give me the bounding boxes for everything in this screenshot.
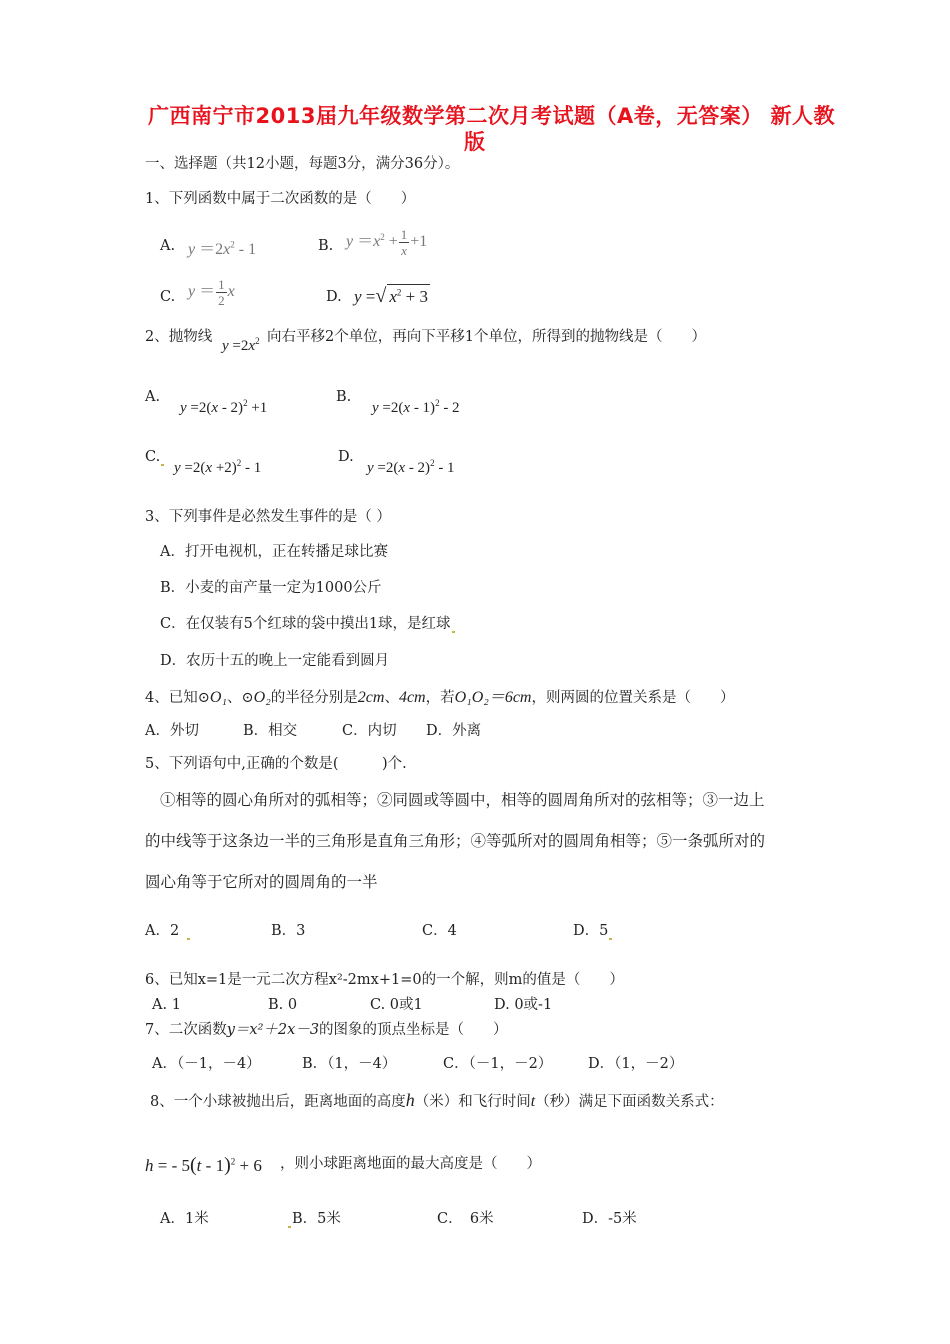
q4-option-d: D．外离 bbox=[426, 723, 482, 739]
q8-stem-d: ，则小球距离地面的最大高度是（ ） bbox=[280, 1156, 541, 1172]
q5-option-d-text: D．5 bbox=[573, 923, 609, 939]
editor-mark bbox=[452, 631, 455, 633]
question-3-stem: 3、下列事件是必然发生事件的是（ ） bbox=[145, 509, 391, 525]
q5-option-d bbox=[573, 922, 612, 940]
q8-option-d: D．-5米 bbox=[582, 1211, 637, 1227]
q3-option-b: B．小麦的亩产量一定为1000公斤 bbox=[160, 580, 382, 596]
page-title bbox=[148, 100, 835, 130]
question-1-stem: 1、下列函数中属于二次函数的是（ ） bbox=[145, 191, 416, 207]
q5-statement-line-2: 的中线等于这条边一半的三角形是直角三角形；④等弧所对的圆周角相等；⑤一条弧所对的 bbox=[145, 832, 766, 850]
q2-option-a-math: y =2(x - 2)$^2$ +1 bbox=[180, 398, 268, 416]
q4-stem-d: ，则两圆的位置关系是（ ） bbox=[531, 690, 735, 706]
q5-option-a-text: A．2 bbox=[145, 923, 180, 939]
q6-option-c: C. 0或1 bbox=[370, 997, 423, 1013]
q1-option-b-label: B. bbox=[318, 238, 334, 254]
question-8-stem bbox=[150, 1091, 724, 1111]
q8-option-a: A．1米 bbox=[160, 1211, 209, 1227]
q1-option-c-label: C. bbox=[160, 289, 176, 305]
question-6-stem: 6、已知x=1是一元二次方程x²-2mx+1=0的一个解，则m的值是（ ） bbox=[145, 972, 624, 988]
q2-option-c-math: $y =2(x +2)^2 - 1$ bbox=[174, 458, 262, 476]
q1-option-d-label: D. bbox=[326, 289, 342, 305]
q5-statement-line-1: ①相等的圆心角所对的弧相等；②同圆或等圆中，相等的圆周角所对的弦相等；③一边上 bbox=[160, 791, 765, 809]
title-line2: 版 bbox=[464, 130, 486, 154]
section-heading: 一、选择题（共12小题，每题3分，满分36分）。 bbox=[145, 156, 460, 172]
q4-distance: O₁O₂＝6cm bbox=[454, 689, 532, 706]
q8-var-t: t bbox=[530, 1093, 536, 1110]
q4-stem-c: ，若 bbox=[425, 690, 455, 706]
q4-circle-2: O₂ bbox=[253, 689, 271, 706]
q1-option-a-math: $y =2x^2 - 1$ bbox=[188, 239, 257, 258]
q5-option-a bbox=[145, 922, 190, 940]
q8-option-c: C． 6米 bbox=[437, 1211, 494, 1227]
q7-stem-a: 7、二次函数 bbox=[145, 1022, 227, 1038]
q3-option-c bbox=[160, 615, 455, 633]
title-line1: 广西南宁市2013届九年级数学第二次月考试题（A卷，无答案） 新人教 bbox=[148, 104, 836, 128]
q5-option-c: C．4 bbox=[422, 923, 457, 939]
q4-circle-1: O₁ bbox=[209, 689, 227, 706]
q4-sep-2: 、 bbox=[384, 690, 399, 706]
editor-mark bbox=[187, 938, 190, 940]
q8-stem-c: （秒）满足下面函数关系式： bbox=[535, 1094, 724, 1110]
q4-stem-b: 的半径分别是 bbox=[270, 690, 358, 706]
q8-formula: h = - 5(t - 1)$^2$ + 6 bbox=[145, 1154, 262, 1176]
question-2-stem-a: 2、抛物线 bbox=[145, 329, 213, 345]
q3-option-c-text: C．在仅装有5个红球的袋中摸出1球，是红球 bbox=[160, 616, 451, 632]
q3-option-d: D．农历十五的晚上一定能看到圆月 bbox=[160, 653, 390, 669]
q1-option-a-label: A. bbox=[160, 238, 176, 254]
q2-option-b-math: y =2(x - 1)$^2$ - 2 bbox=[372, 398, 460, 416]
editor-mark bbox=[161, 464, 164, 466]
q8-option-b-text: B．5米 bbox=[292, 1211, 341, 1227]
q2-stem-math: $y =2x^2$ bbox=[222, 336, 260, 354]
q6-option-b: B. 0 bbox=[268, 997, 298, 1013]
question-7-stem bbox=[145, 1021, 508, 1039]
editor-mark bbox=[609, 938, 612, 940]
q8-option-b bbox=[288, 1210, 341, 1228]
q6-option-a: A. 1 bbox=[152, 997, 181, 1013]
q4-radius-2: 4cm bbox=[398, 689, 426, 706]
q4-sep-1: 、⊙ bbox=[227, 690, 254, 706]
q7-option-d: D．（1，－2） bbox=[588, 1056, 684, 1072]
q7-stem-math: y＝x²＋2x－3 bbox=[226, 1022, 320, 1038]
q8-stem-b: （米）和飞行时间 bbox=[414, 1094, 531, 1110]
q7-stem-b: 的图象的顶点坐标是（ ） bbox=[319, 1022, 508, 1038]
q8-var-h: h bbox=[405, 1090, 415, 1110]
q2-option-c-label bbox=[145, 448, 164, 466]
q4-option-c: C．内切 bbox=[342, 723, 397, 739]
q2-option-a-label: A. bbox=[145, 389, 161, 405]
q3-option-a: A．打开电视机，正在转播足球比赛 bbox=[160, 544, 388, 560]
q6-option-d: D. 0或-1 bbox=[494, 997, 553, 1013]
q1-option-b-math: $y =x^2$ + $\frac{1}{x}$ +1 bbox=[346, 227, 428, 258]
q2-option-d-label: D. bbox=[338, 449, 354, 465]
q4-stem-a: 4、已知⊙ bbox=[145, 690, 210, 706]
q1-option-d-math: y =√ $x^2 + 3$ bbox=[354, 285, 429, 307]
q1-option-c-math: y ＝ $\frac{1}{2}$ x bbox=[188, 277, 235, 308]
question-2-stem-b: 向右平移2个单位，再向下平移1个单位，所得到的抛物线是（ ） bbox=[267, 329, 706, 345]
page-title-cont bbox=[464, 126, 486, 156]
q7-option-b: B．（1，－4） bbox=[302, 1056, 397, 1072]
q2-option-d-math: y =2(x - 2)$^2$ - 1 bbox=[367, 458, 455, 476]
q2-option-b-label: B. bbox=[336, 389, 352, 405]
question-5-stem: 5、下列语句中,正确的个数是( )个. bbox=[145, 756, 407, 772]
q7-option-a: A．（－1，－4） bbox=[152, 1056, 261, 1072]
q4-radius-1: 2cm bbox=[357, 689, 385, 706]
q4-option-a: A．外切 bbox=[145, 723, 199, 739]
q4-option-b: B．相交 bbox=[243, 723, 298, 739]
q2-option-c-label-text: C. bbox=[145, 449, 161, 465]
q8-stem-a: 8、一个小球被抛出后，距离地面的高度 bbox=[150, 1094, 406, 1110]
q5-statement-line-3: 圆心角等于它所对的圆周角的一半 bbox=[145, 873, 378, 891]
q7-option-c: C．（－1，－2） bbox=[443, 1056, 553, 1072]
editor-mark bbox=[288, 1226, 291, 1228]
question-4-stem bbox=[145, 689, 735, 707]
q5-option-b: B．3 bbox=[271, 923, 306, 939]
